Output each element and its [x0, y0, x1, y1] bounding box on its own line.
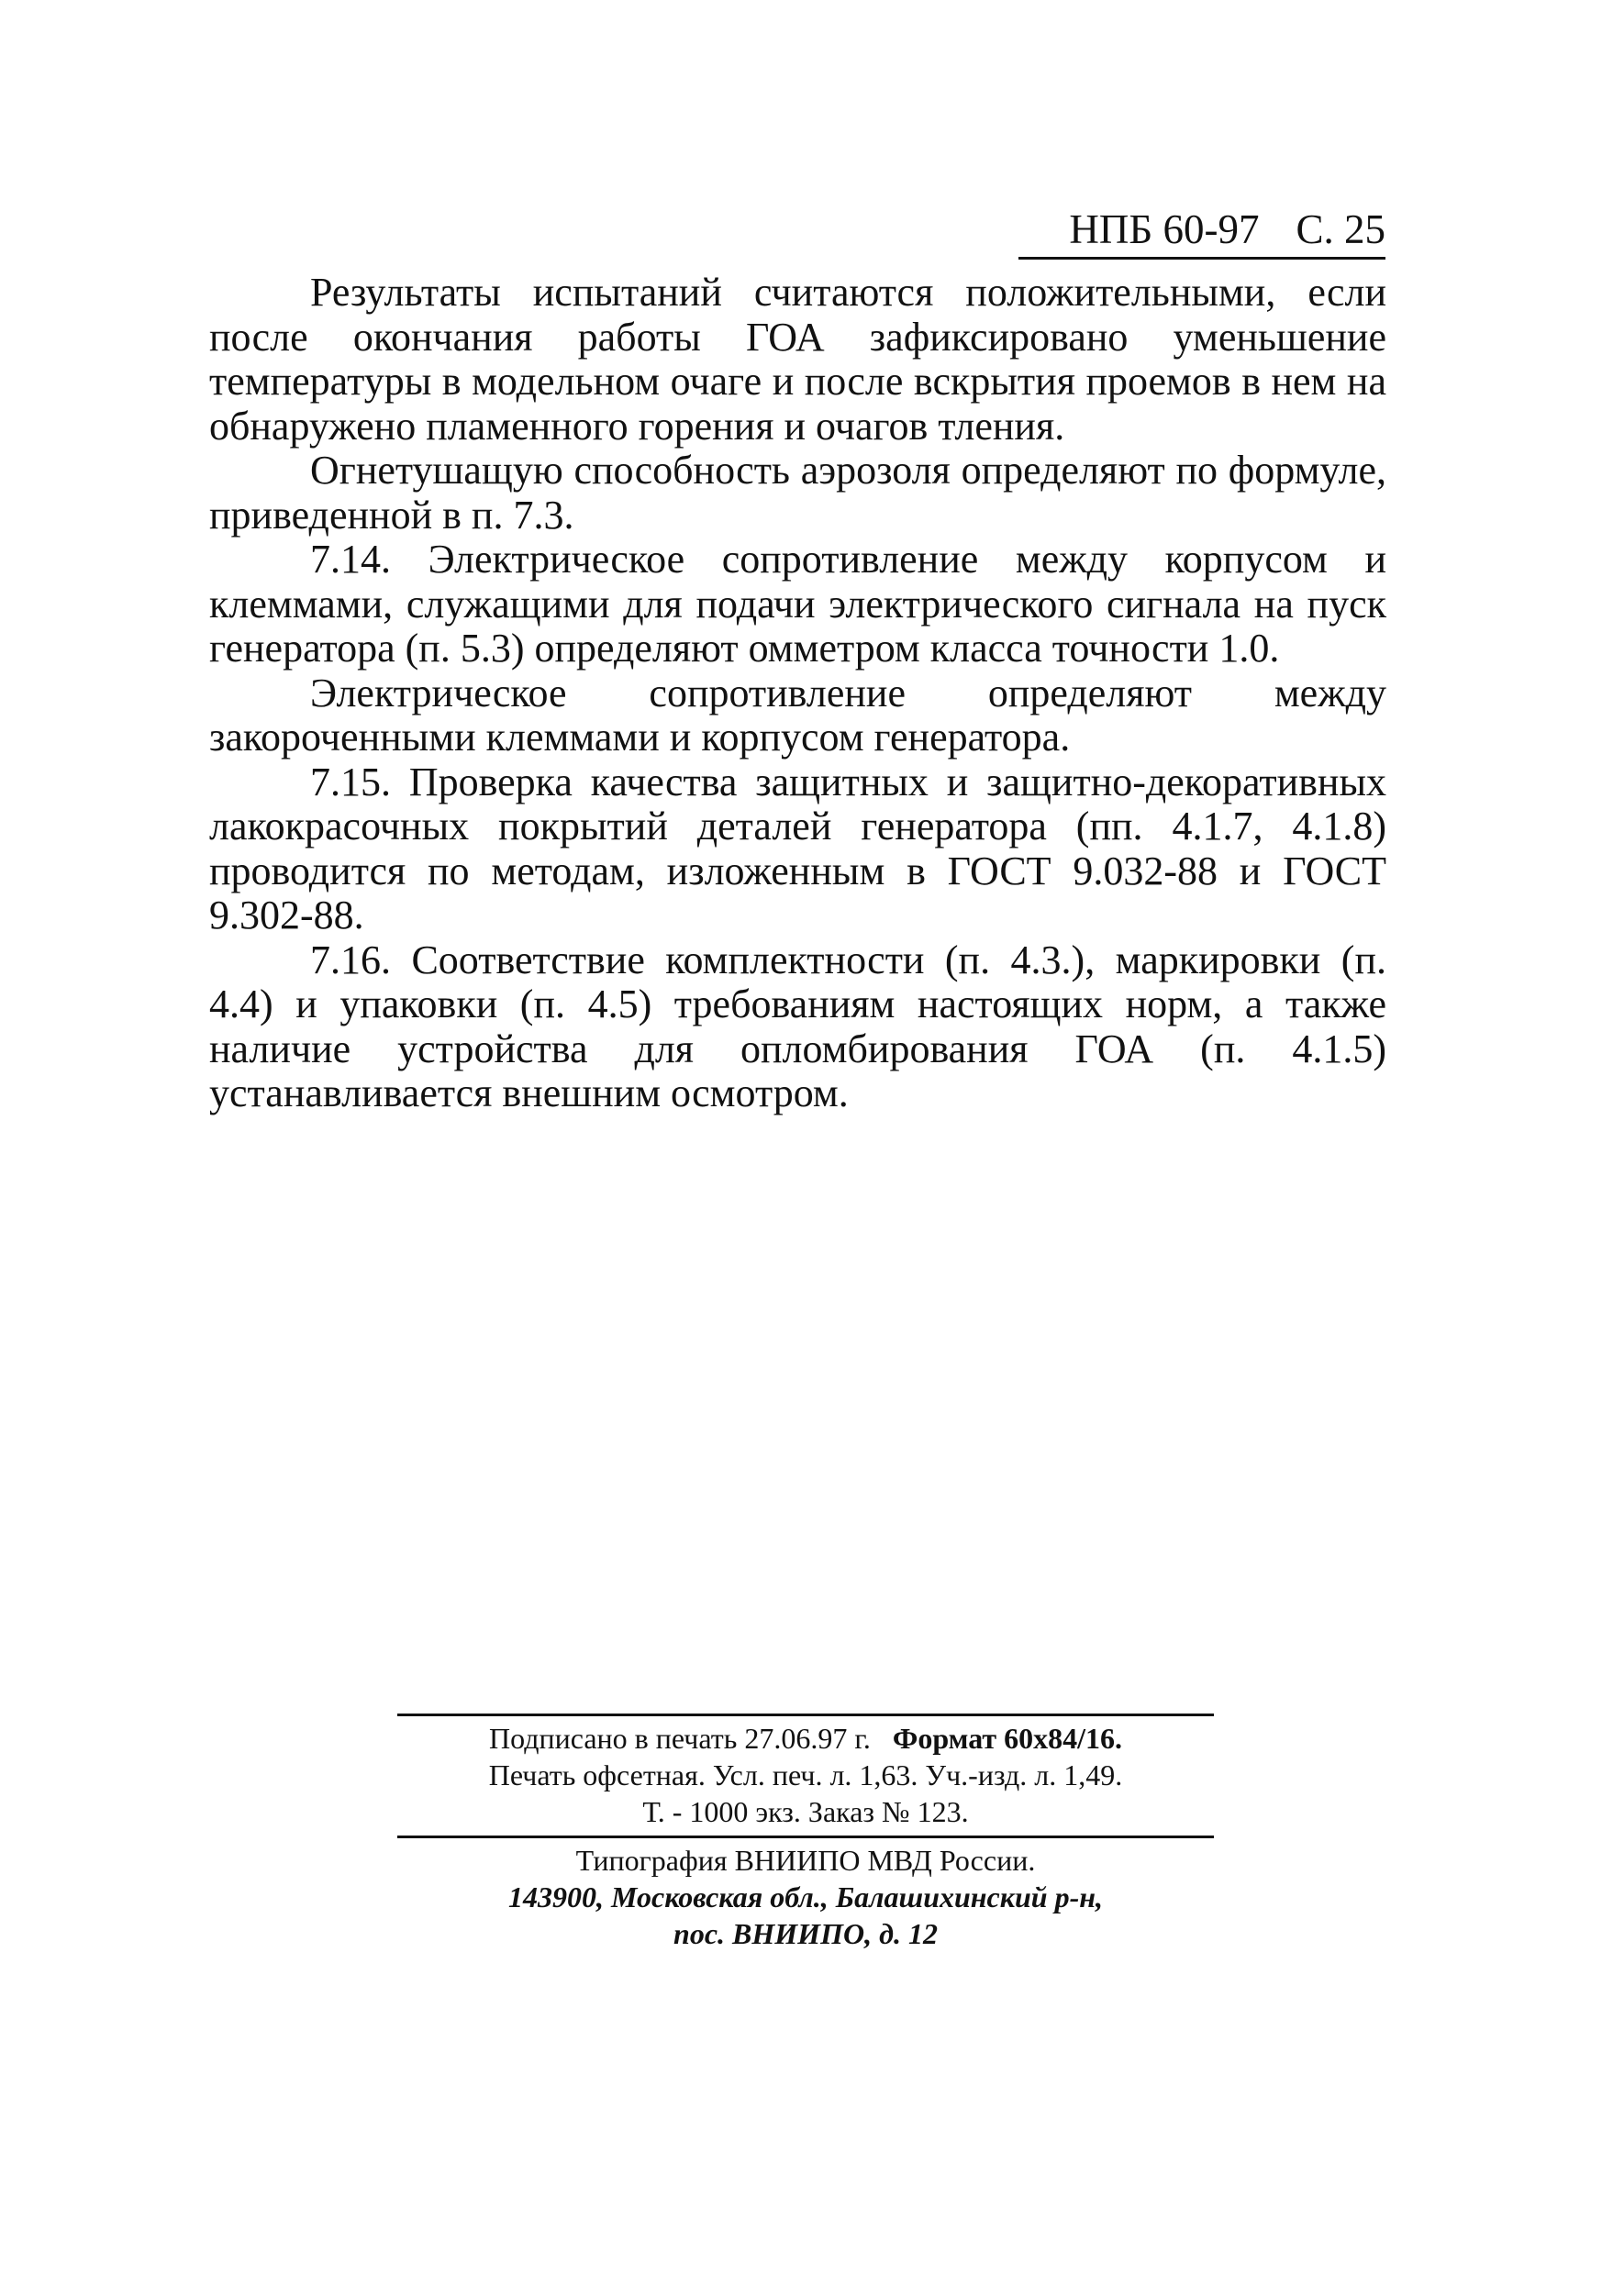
imprint-printer: Типография ВНИИПО МВД России.	[575, 1844, 1036, 1877]
imprint-print-line: Печать офсетная. Усл. печ. л. 1,63. Уч.-изд. л. 1,49.	[488, 1758, 1123, 1791]
document-code: НПБ 60-97	[1069, 206, 1260, 252]
imprint-run-line: Т. - 1000 экз. Заказ № 123.	[642, 1795, 969, 1828]
paragraph-resistance-measure: Электрическое сопротивление определяют между закороченными клеммами и корпусом генератора.	[209, 670, 1386, 760]
page-number: С. 25	[1296, 206, 1385, 252]
paragraph-7-15: 7.15. Проверка качества защитных и защитно-декоративных лакокрасочных покрытий деталей генератора (пп. 4.1.7, 4.1.8) проводится по методам, изложенным в ГОСТ 9.032-88 и ГОСТ 9.302-88.	[209, 759, 1386, 937]
imprint-block	[397, 1714, 1214, 1958]
imprint-address-2: пос. ВНИИПО, д. 12	[673, 1917, 938, 1950]
paragraph-results: Результаты испытаний считаются положительными, если после окончания работы ГОА зафиксировано уменьшение температуры в модельном очаге и после вскрытия проемов в нем на обнаружено пламенного горения и очагов тления.	[209, 270, 1386, 449]
body-text	[209, 271, 1386, 1116]
imprint-address-1: 143900, Московская обл., Балашихинский р-н,	[508, 1880, 1103, 1913]
imprint-signed: Подписано в печать 27.06.97 г.	[489, 1722, 871, 1755]
paragraph-7-14: 7.14. Электрическое сопротивление между корпусом и клеммами, служащими для подачи электрического сигнала на пуск генератора (п. 5.3) определяют омметром класса точности 1.0.	[209, 537, 1386, 671]
running-header	[1018, 202, 1385, 260]
imprint-format: Формат 60х84/16.	[892, 1722, 1122, 1755]
paragraph-extinguishing-ability: Огнетушащую способность аэрозоля определяют по формуле, приведенной в п. 7.3.	[209, 448, 1386, 538]
imprint-signed-line	[397, 1720, 1214, 1757]
paragraph-7-16: 7.16. Соответствие комплектности (п. 4.3.), маркировки (п. 4.4) и упаковки (п. 4.5) требованиям настоящих норм, а также наличие устройства для опломбирования ГОА (п. 4.1.5) устанавливается внешним осмотром.	[209, 937, 1386, 1115]
